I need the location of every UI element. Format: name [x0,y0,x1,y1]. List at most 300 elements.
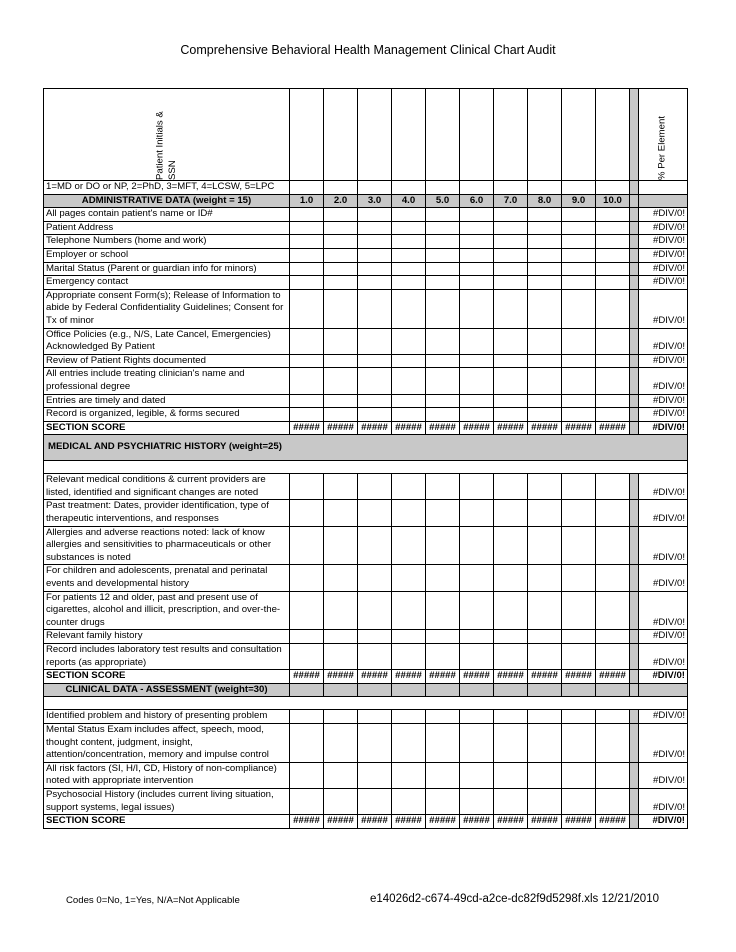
score-cell [528,526,562,565]
score-cell [460,276,494,290]
gray-divider [630,670,639,684]
section-score-value: ##### [460,670,494,684]
gray-divider [630,289,639,328]
audit-item: For children and adolescents, prenatal and perinatal events and developmental history [44,565,290,591]
score-cell [460,208,494,222]
blank-cell [639,181,688,195]
audit-item: Appropriate consent Form(s); Release of Information to abide by Federal Confidentiality Guidelines; Consent for Tx of minor [44,289,290,328]
blank-cell [460,181,494,195]
gray-divider [630,208,639,222]
score-cell [324,723,358,762]
pct-header-cell [639,89,688,181]
score-cell [358,630,392,644]
section-score-value: ##### [324,421,358,435]
section-score-value: ##### [358,670,392,684]
gray-divider [630,565,639,591]
score-cell [460,788,494,814]
blank-cell [426,683,460,697]
section-score-value: ##### [324,670,358,684]
blank-cell [596,683,630,697]
score-cell [460,526,494,565]
score-cell [494,368,528,394]
score-cell [324,208,358,222]
section-score-value: ##### [528,815,562,829]
score-cell [392,235,426,249]
blank-cell [494,89,528,181]
section-score-value: ##### [460,815,494,829]
score-cell [426,368,460,394]
blank-cell [426,181,460,195]
pct-per-element-label: % Per Element [656,116,668,180]
gray-divider [630,394,639,408]
score-cell [528,500,562,526]
score-cell [290,591,324,630]
gray-divider [630,328,639,354]
section-score-value: ##### [324,815,358,829]
section-score-value: ##### [494,421,528,435]
score-cell [494,328,528,354]
column-number: 1.0 [290,194,324,208]
score-cell [562,394,596,408]
percent-result: #DIV/0! [639,500,688,526]
audit-item: Record includes laboratory test results and consultation reports (as appropriate) [44,644,290,670]
score-cell [528,723,562,762]
percent-result: #DIV/0! [639,565,688,591]
score-cell [528,248,562,262]
audit-item: All pages contain patient's name or ID# [44,208,290,222]
score-cell [494,762,528,788]
score-cell [358,289,392,328]
score-cell [562,368,596,394]
score-cell [528,644,562,670]
percent-result: #DIV/0! [639,723,688,762]
score-cell [392,474,426,500]
score-cell [494,354,528,368]
score-cell [596,710,630,724]
score-cell [596,221,630,235]
blank-cell [324,89,358,181]
score-cell [358,235,392,249]
score-cell [392,262,426,276]
score-cell [392,248,426,262]
score-cell [494,262,528,276]
score-cell [358,723,392,762]
score-cell [460,762,494,788]
column-number: 6.0 [460,194,494,208]
patient-initials-label: Patient Initials & SSN [153,111,178,180]
codes-legend: Codes 0=No, 1=Yes, N/A=Not Applicable [66,895,240,906]
score-cell [562,723,596,762]
score-cell [392,328,426,354]
blank-cell [494,181,528,195]
score-cell [358,565,392,591]
percent-result: #DIV/0! [639,328,688,354]
score-cell [596,248,630,262]
score-cell [596,723,630,762]
gray-divider [630,354,639,368]
score-cell [460,644,494,670]
score-cell [596,500,630,526]
score-cell [596,262,630,276]
gray-divider [630,815,639,829]
score-cell [562,248,596,262]
score-cell [562,630,596,644]
score-cell [596,644,630,670]
score-cell [426,591,460,630]
audit-item: Employer or school [44,248,290,262]
score-cell [528,289,562,328]
audit-item: Entries are timely and dated [44,394,290,408]
score-cell [358,710,392,724]
score-cell [528,368,562,394]
score-cell [324,500,358,526]
audit-item: Relevant family history [44,630,290,644]
audit-item: Office Policies (e.g., N/S, Late Cancel, Emergencies) Acknowledged By Patient [44,328,290,354]
section-score-value: ##### [562,815,596,829]
section-score-percent: #DIV/0! [639,421,688,435]
score-cell [494,723,528,762]
score-cell [324,762,358,788]
score-cell [324,328,358,354]
gray-divider [630,235,639,249]
score-cell [596,630,630,644]
score-cell [528,591,562,630]
score-cell [460,248,494,262]
score-cell [392,394,426,408]
score-cell [426,565,460,591]
score-cell [290,710,324,724]
score-cell [562,500,596,526]
column-number: 8.0 [528,194,562,208]
audit-item: Telephone Numbers (home and work) [44,235,290,249]
score-cell [562,208,596,222]
score-cell [494,630,528,644]
spacer-row [44,697,688,710]
score-cell [290,630,324,644]
score-cell [426,474,460,500]
score-cell [358,408,392,422]
percent-result: #DIV/0! [639,788,688,814]
audit-item: Relevant medical conditions & current providers are listed, identified and significant changes are noted [44,474,290,500]
score-cell [426,262,460,276]
score-cell [494,500,528,526]
score-cell [460,368,494,394]
gray-divider [630,421,639,435]
score-cell [324,221,358,235]
score-cell [426,762,460,788]
score-cell [426,328,460,354]
page-title: Comprehensive Behavioral Health Management Clinical Chart Audit [180,43,556,57]
score-cell [460,328,494,354]
gray-divider [630,474,639,500]
blank-cell [290,89,324,181]
score-cell [528,630,562,644]
score-cell [392,630,426,644]
gray-divider [630,591,639,630]
score-cell [596,235,630,249]
score-cell [290,500,324,526]
blank-cell [494,683,528,697]
percent-result: #DIV/0! [639,710,688,724]
audit-table [43,88,688,829]
score-cell [358,368,392,394]
audit-item: Allergies and adverse reactions noted: lack of know allergies and sensitivities to pharmaceuticals or other substances is noted [44,526,290,565]
score-cell [426,710,460,724]
audit-item: Emergency contact [44,276,290,290]
percent-result: #DIV/0! [639,408,688,422]
score-cell [596,591,630,630]
score-cell [392,208,426,222]
score-cell [528,354,562,368]
score-cell [358,788,392,814]
score-cell [596,565,630,591]
score-cell [426,408,460,422]
score-cell [528,394,562,408]
blank-cell [392,683,426,697]
section-score-value: ##### [392,815,426,829]
score-cell [426,221,460,235]
score-cell [392,565,426,591]
column-number: 4.0 [392,194,426,208]
audit-item: Mental Status Exam includes affect, speech, mood, thought content, judgment, insight, attention/concentration, memory and impulse control [44,723,290,762]
score-cell [392,289,426,328]
score-cell [460,630,494,644]
percent-result: #DIV/0! [639,474,688,500]
score-cell [290,526,324,565]
score-cell [324,394,358,408]
score-cell [494,289,528,328]
section-score-value: ##### [358,815,392,829]
percent-result: #DIV/0! [639,394,688,408]
section-score-value: ##### [460,421,494,435]
column-number: 5.0 [426,194,460,208]
score-cell [596,354,630,368]
score-cell [596,526,630,565]
blank-cell [392,181,426,195]
section-title: CLINICAL DATA - ASSESSMENT (weight=30) [44,683,290,697]
score-cell [562,526,596,565]
score-cell [392,591,426,630]
score-cell [562,221,596,235]
score-cell [324,408,358,422]
gray-divider [630,221,639,235]
score-cell [358,394,392,408]
score-cell [562,565,596,591]
score-cell [392,710,426,724]
percent-result: #DIV/0! [639,276,688,290]
score-cell [528,565,562,591]
score-cell [596,289,630,328]
blank-cell [639,683,688,697]
section-score-percent: #DIV/0! [639,670,688,684]
score-cell [392,368,426,394]
blank-cell [562,89,596,181]
score-cell [562,354,596,368]
patient-header-cell [44,89,290,181]
audit-item: For patients 12 and older, past and present use of cigarettes, alcohol and illicit, prescription, and over-the-counter drugs [44,591,290,630]
score-cell [324,235,358,249]
column-number: 9.0 [562,194,596,208]
percent-result: #DIV/0! [639,644,688,670]
score-cell [596,788,630,814]
score-cell [426,235,460,249]
score-cell [494,591,528,630]
section-score-label: SECTION SCORE [44,815,290,829]
blank-cell [358,181,392,195]
score-cell [460,723,494,762]
score-cell [426,630,460,644]
score-cell [460,710,494,724]
gray-divider [630,181,639,195]
score-cell [494,276,528,290]
score-cell [290,235,324,249]
score-cell [494,235,528,249]
gray-divider [630,630,639,644]
gray-divider [630,762,639,788]
score-cell [562,788,596,814]
score-cell [290,221,324,235]
score-cell [324,591,358,630]
score-cell [290,762,324,788]
score-cell [494,221,528,235]
score-cell [562,474,596,500]
score-cell [358,248,392,262]
percent-result: #DIV/0! [639,235,688,249]
score-cell [358,474,392,500]
section-score-value: ##### [290,815,324,829]
section-score-value: ##### [392,421,426,435]
section-score-value: ##### [528,421,562,435]
gray-divider [630,710,639,724]
score-cell [324,474,358,500]
score-cell [460,354,494,368]
blank-cell [392,89,426,181]
score-cell [426,788,460,814]
audit-item: Past treatment: Dates, provider identification, type of therapeutic interventions, and responses [44,500,290,526]
score-cell [460,565,494,591]
blank-cell [596,181,630,195]
score-cell [324,565,358,591]
section-score-value: ##### [528,670,562,684]
section-score-value: ##### [426,670,460,684]
score-cell [392,788,426,814]
audit-item: Marital Status (Parent or guardian info for minors) [44,262,290,276]
score-cell [290,565,324,591]
percent-result: #DIV/0! [639,208,688,222]
audit-item: All entries include treating clinician's name and professional degree [44,368,290,394]
score-cell [358,644,392,670]
score-cell [494,248,528,262]
score-cell [324,526,358,565]
score-cell [562,644,596,670]
score-cell [528,235,562,249]
blank-cell [358,89,392,181]
score-cell [324,788,358,814]
section-score-value: ##### [290,670,324,684]
score-cell [494,788,528,814]
score-cell [392,408,426,422]
score-cell [290,208,324,222]
percent-result: #DIV/0! [639,248,688,262]
score-cell [460,408,494,422]
section-title: ADMINISTRATIVE DATA (weight = 15) [44,194,290,208]
score-cell [460,474,494,500]
section-score-value: ##### [392,670,426,684]
section-score-value: ##### [426,421,460,435]
score-cell [426,208,460,222]
score-cell [528,408,562,422]
audit-item: Patient Address [44,221,290,235]
score-cell [392,500,426,526]
blank-cell [528,89,562,181]
score-cell [324,262,358,276]
score-cell [392,723,426,762]
score-cell [426,644,460,670]
score-cell [358,526,392,565]
percent-result: #DIV/0! [639,354,688,368]
percent-result: #DIV/0! [639,262,688,276]
score-cell [562,276,596,290]
gray-divider [630,723,639,762]
score-cell [528,762,562,788]
score-cell [324,710,358,724]
percent-result: #DIV/0! [639,630,688,644]
blank-cell [324,181,358,195]
score-cell [426,723,460,762]
score-cell [426,276,460,290]
percent-result: #DIV/0! [639,368,688,394]
score-cell [392,762,426,788]
column-number: 2.0 [324,194,358,208]
percent-result: #DIV/0! [639,221,688,235]
blank-cell [596,89,630,181]
blank-cell [324,683,358,697]
score-cell [358,262,392,276]
score-cell [324,630,358,644]
score-cell [358,762,392,788]
score-cell [392,276,426,290]
spacer-row [44,461,688,474]
percent-result: #DIV/0! [639,289,688,328]
score-cell [290,328,324,354]
score-cell [392,221,426,235]
score-cell [358,208,392,222]
score-cell [358,354,392,368]
score-cell [358,221,392,235]
score-cell [290,262,324,276]
score-cell [324,354,358,368]
score-cell [562,289,596,328]
section-score-value: ##### [596,421,630,435]
score-cell [494,408,528,422]
section-score-value: ##### [426,815,460,829]
score-cell [528,262,562,276]
section-score-value: ##### [562,670,596,684]
percent-result: #DIV/0! [639,526,688,565]
score-cell [460,394,494,408]
gray-divider [630,89,639,181]
section-score-value: ##### [562,421,596,435]
score-cell [494,710,528,724]
score-cell [392,526,426,565]
gray-divider [630,788,639,814]
score-cell [426,500,460,526]
column-number: 7.0 [494,194,528,208]
blank-cell [528,683,562,697]
audit-item: Psychosocial History (includes current living situation, support systems, legal issues) [44,788,290,814]
score-cell [358,591,392,630]
score-cell [290,394,324,408]
